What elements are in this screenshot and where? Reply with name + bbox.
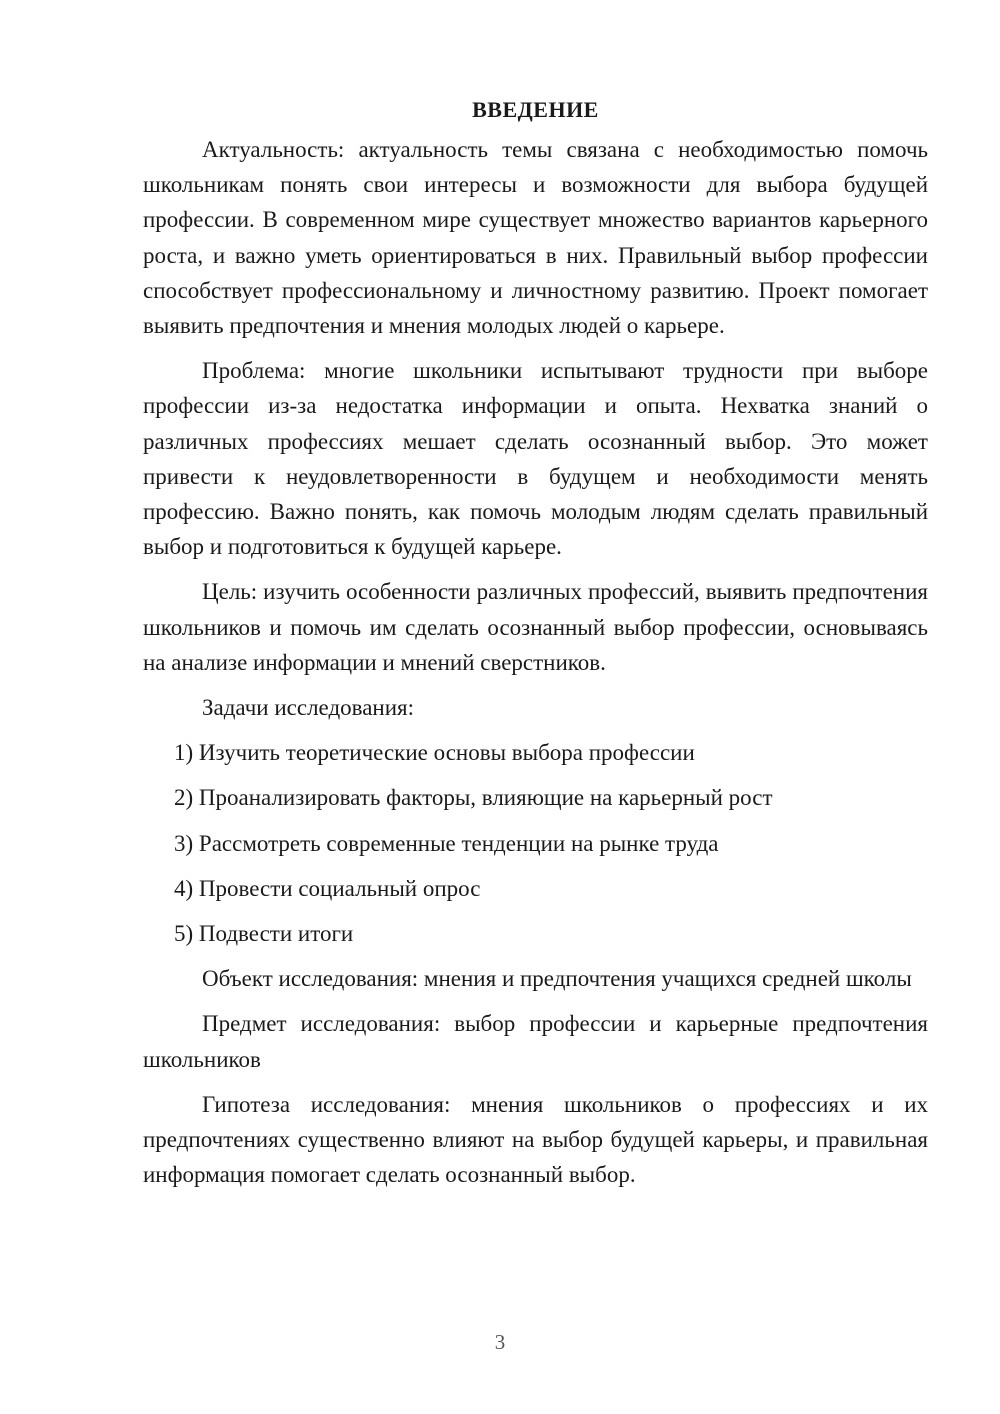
section-title: ВВЕДЕНИЕ — [472, 97, 599, 122]
task-item: 2) Проанализировать факторы, влияющие на карьерный рост — [174, 785, 773, 811]
relevance-paragraph: Актуальность: актуальность темы связана с необходимостью помочь школьникам понять свои интересы и возможности для выбора будущей профессии. В современном мире существует множество вариантов карьерного роста, и важно уметь ориентироваться в них. Правильный выбор профессии способствует профессиональному и личностному развитию. Проект помогает выявить предпочтения и мнения молодых людей о карьере. — [143, 137, 928, 339]
hypothesis-paragraph: Гипотеза исследования: мнения школьников о профессиях и их предпочтениях существенно влияют на выбор будущей карьеры, и правильная информация помогает сделать осознанный выбор. — [143, 1091, 928, 1188]
tasks-heading: Задачи исследования: — [202, 695, 415, 721]
goal-paragraph: Цель: изучить особенности различных профессий, выявить предпочтения школьников и помочь им сделать осознанный выбор профессии, основываясь на анализе информации и мнений сверстников. — [143, 579, 928, 675]
task-item: 4) Провести социальный опрос — [174, 875, 481, 901]
task-list — [143, 735, 928, 951]
problem-paragraph: Проблема: многие школьники испытывают трудности при выборе профессии из-за недостатка информации и опыта. Нехватка знаний о различных профессиях мешает сделать осознанный выбор. Это может привести к неудовлетворенности в будущем и необходимости менять профессию. Важно понять, как помочь молодым людям сделать правильный выбор и подготовиться к будущей карьере. — [143, 358, 928, 560]
page-number: 3 — [494, 1330, 506, 1354]
subject-paragraph: Предмет исследования: выбор профессии и карьерные предпочтения школьников — [143, 1011, 928, 1072]
task-item: 1) Изучить теоретические основы выбора профессии — [174, 740, 695, 766]
task-item: 5) Подвести итоги — [174, 921, 354, 947]
object-paragraph: Объект исследования: мнения и предпочтения учащихся средней школы — [202, 966, 912, 992]
document-page — [143, 88, 928, 1202]
task-item: 3) Рассмотреть современные тенденции на рынке труда — [174, 830, 719, 856]
